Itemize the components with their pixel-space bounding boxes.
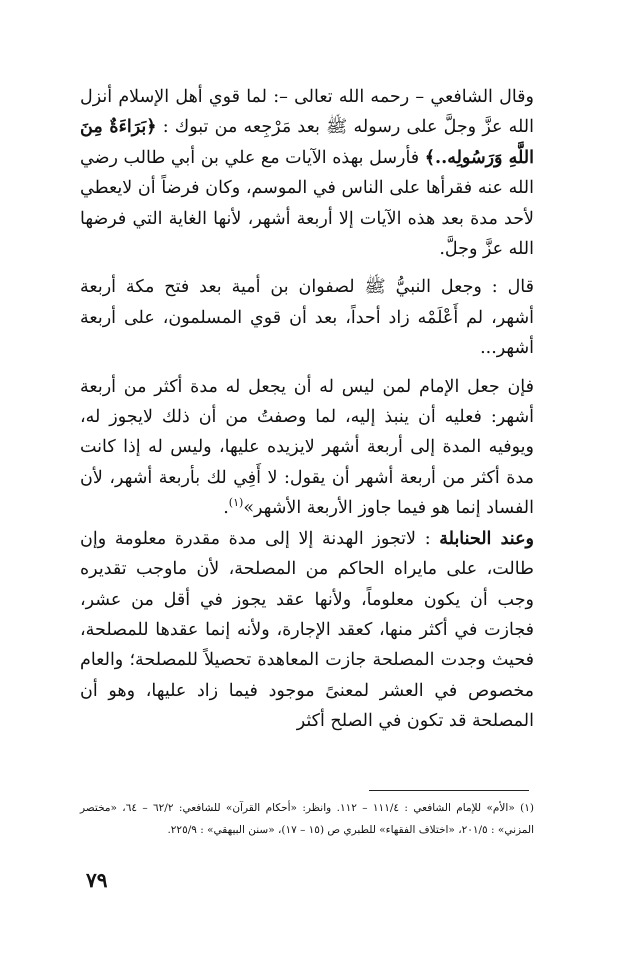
main-text (80, 82, 534, 737)
footnote-reference: (١) (228, 496, 244, 510)
paragraph-tail: فأرسل بهذه الآيات مع علي بن أبي طالب رضي الله عنه فقرأها على الناس في الموسم، وكان فرضاً أن لايعطي لأحد مدة بعد هذه الآيات إلا أربعة أشهر، لأنها الغاية التي فرضها الله عزَّ وجلَّ. (80, 147, 534, 260)
page-number: ٧٩ (86, 868, 108, 892)
paragraph-end: . (223, 498, 229, 519)
paragraph-shafii (80, 82, 534, 264)
paragraph-lead: وقال الشافعي – رحمه الله تعالى –: لما قوي أهل الإسلام أنزل الله عزَّ وجلَّ على رسوله ﷺ بعد مَرْجِعه من تبوك : (80, 87, 535, 138)
paragraph-imam-duration (80, 372, 534, 524)
paragraph-safwan: قال : وجعل النبيُّ ﷺ لصفوان بن أمية بعد فتح مكة أربعة أشهر، لم أَعْلَمْه زاد أحداً، بعد أن قوي المسلمون، على أربعة أشهر... (80, 277, 534, 359)
school-heading: وعند الحنابلة (439, 528, 534, 549)
paragraph-text: : لاتجوز الهدنة إلا إلى مدة مقدرة معلومة وإن طالت، على مايراه الحاكم من المصلحة، لأن ماوجب تقديره وجب أن يكون معلوماً، ولأنها عقد يجوز في أقل من عشر، فجازت في أكثر منها، كعقد الإجارة، ولأنه إنما عقدها للمصلحة، فحيث وجدت المصلحة جازت المعاهدة تحصيلاً للمصلحة؛ والعام مخصوص في العشر لمعنىً موجود فيما زاد عليها، وهو أن المصلحة قد تكون في الصلح أكثر (80, 528, 534, 732)
paragraph-hanabila (80, 524, 534, 737)
quran-verse: ﴿بَرَاءَةٌ مِنَ اللَّهِ وَرَسُولِه..﴾ (80, 117, 534, 168)
footnote-divider (369, 790, 529, 791)
footnotes (80, 797, 534, 841)
footnote-1: (١) «الأم» للإمام الشافعي : ١١١/٤ – ١١٢. وانظر: «أحكام القرآن» للشافعي: ٦٢/٢ – ٦٤، «مختصر المزني» : ٢٠١/٥، «اختلاف الفقهاء» للطبري ص (١٥ – ١٧)، «سنن البيهقي» : ٢٢٥/٩. (80, 802, 534, 836)
paragraph-text: فإن جعل الإمام لمن ليس له أن يجعل له مدة أكثر من أربعة أشهر: فعليه أن ينبذ إليه، لما وصفتُ من أن ذلك لايجوز له، ويوفيه المدة إلى أربعة أشهر لايزيده عليها، وليس له إذا كانت مدة أكثر من أربعة أشهر أن يقول: لا أَفِي لك بأربعة أشهر، لأن الفساد إنما هو فيما جاوز الأربعة الأشهر» (80, 376, 534, 519)
